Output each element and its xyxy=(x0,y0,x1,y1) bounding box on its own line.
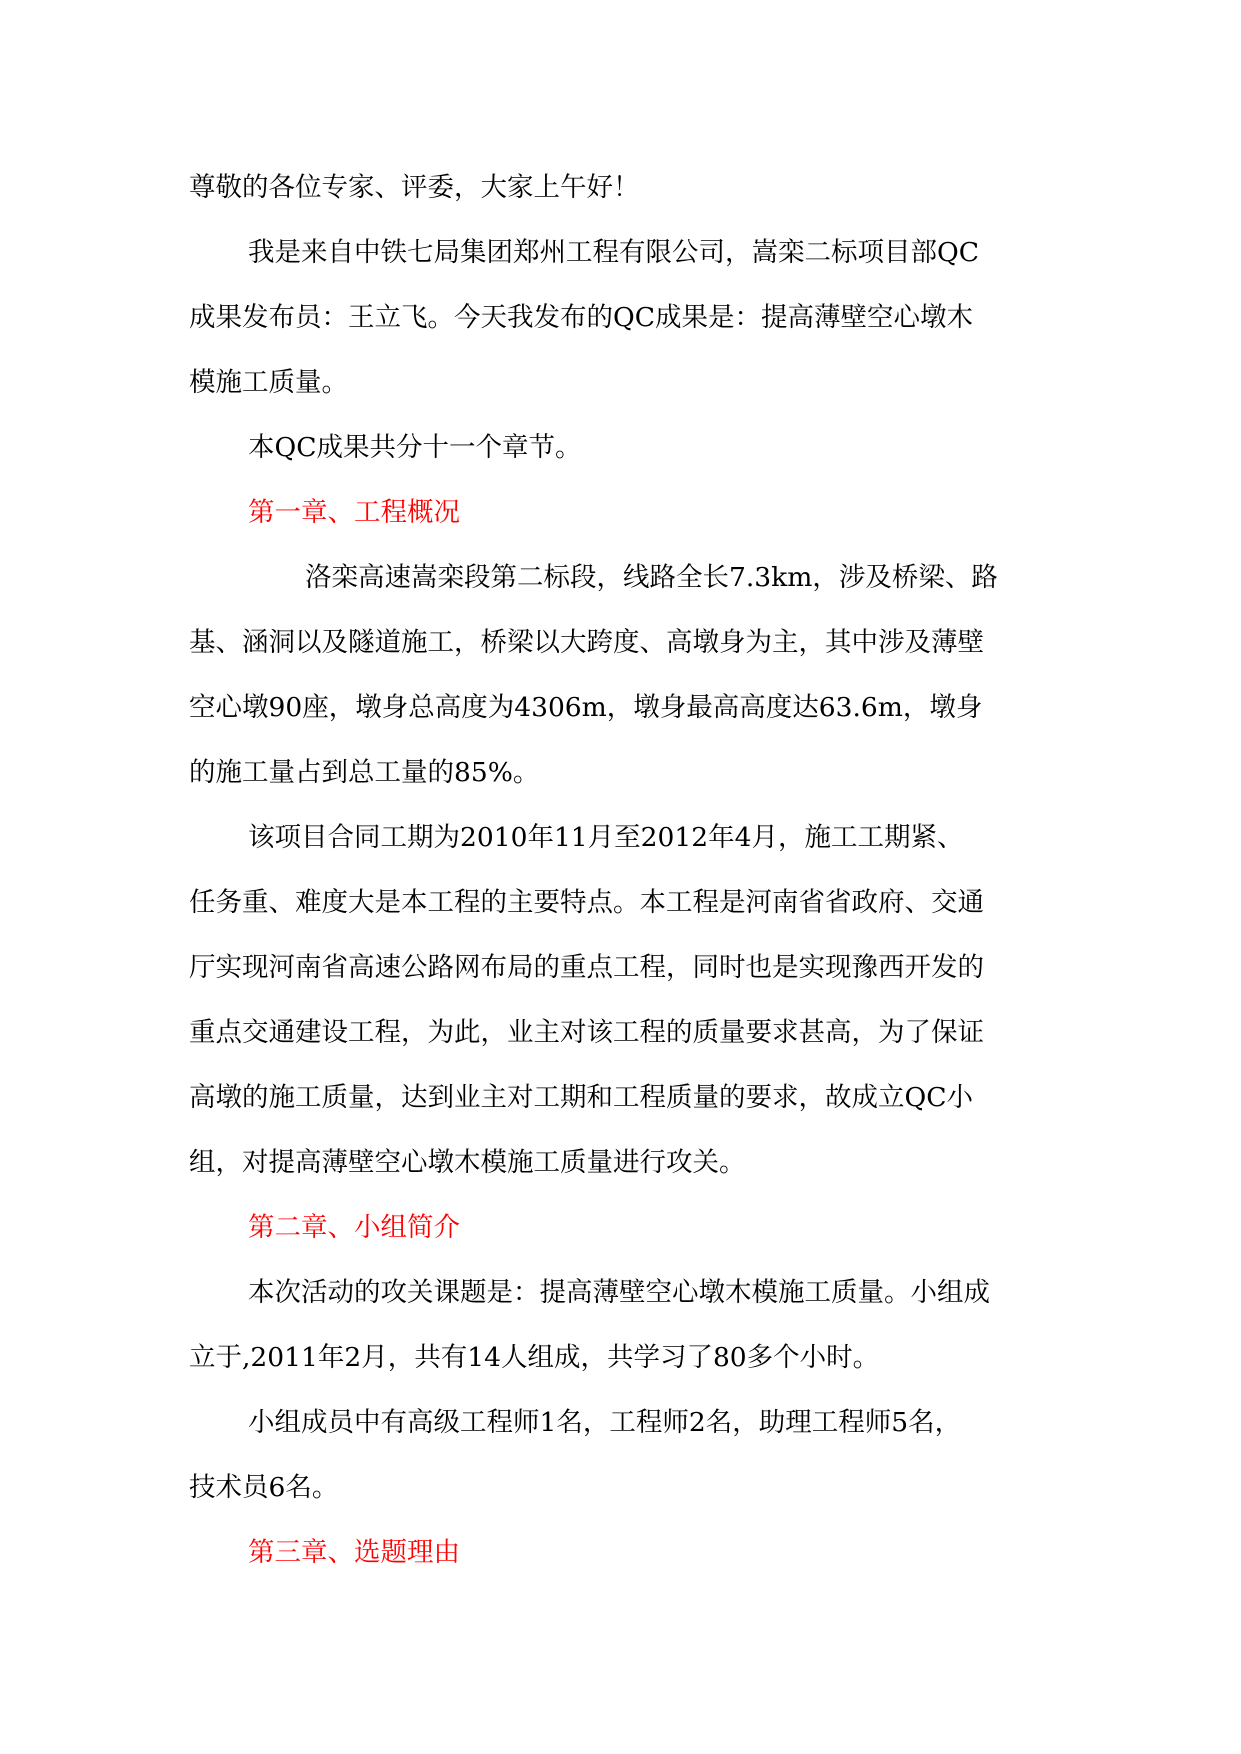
paragraph-line: 本次活动的攻关课题是：提高薄壁空心墩木模施工质量。小组成 xyxy=(248,1277,990,1308)
chapter2-paragraph-2 xyxy=(189,1390,1059,1520)
paragraph-line: 立于,2011年2月，共有14人组成，共学习了80多个小时。 xyxy=(189,1342,880,1373)
chapter2-heading: 第二章、小组简介 xyxy=(248,1212,460,1243)
paragraph-line: 高墩的施工质量，达到业主对工期和工程质量的要求，故成立QC小 xyxy=(189,1082,974,1113)
chapter1-heading: 第一章、工程概况 xyxy=(248,497,460,528)
paragraph-line: 任务重、难度大是本工程的主要特点。本工程是河南省省政府、交通 xyxy=(189,887,984,918)
intro-line: 我是来自中铁七局集团郑州工程有限公司，嵩栾二标项目部QC xyxy=(248,237,980,268)
intro-line: 模施工质量。 xyxy=(189,367,348,398)
paragraph-line: 空心墩90座，墩身总高度为4306m，墩身最高高度达63.6m，墩身 xyxy=(189,692,983,723)
paragraph-line: 该项目合同工期为2010年11月至2012年4月，施工工期紧、 xyxy=(248,822,964,853)
chapter3-heading: 第三章、选题理由 xyxy=(248,1537,460,1568)
document-body xyxy=(189,155,1059,1585)
intro-paragraph xyxy=(189,220,1059,415)
chapters-note-paragraph: 本QC成果共分十一个章节。 xyxy=(248,432,582,463)
paragraph-line: 洛栾高速嵩栾段第二标段，线路全长7.3km，涉及桥梁、路 xyxy=(305,562,998,593)
paragraph-line: 重点交通建设工程，为此，业主对该工程的质量要求甚高，为了保证 xyxy=(189,1017,984,1048)
chapter2-paragraph-1 xyxy=(189,1260,1059,1390)
paragraph-line: 组，对提高薄壁空心墩木模施工质量进行攻关。 xyxy=(189,1147,746,1178)
paragraph-line: 小组成员中有高级工程师1名，工程师2名，助理工程师5名， xyxy=(248,1407,962,1438)
chapter1-paragraph-1 xyxy=(189,545,1059,805)
paragraph-line: 厅实现河南省高速公路网布局的重点工程，同时也是实现豫西开发的 xyxy=(189,952,984,983)
paragraph-line: 的施工量占到总工量的85%。 xyxy=(189,757,540,788)
chapter1-paragraph-2 xyxy=(189,805,1059,1195)
intro-line: 成果发布员：王立飞。今天我发布的QC成果是：提高薄壁空心墩木 xyxy=(189,302,974,333)
paragraph-line: 技术员6名。 xyxy=(189,1472,339,1503)
greeting-paragraph: 尊敬的各位专家、评委，大家上午好！ xyxy=(189,172,640,203)
paragraph-line: 基、涵洞以及隧道施工，桥梁以大跨度、高墩身为主，其中涉及薄壁 xyxy=(189,627,984,658)
